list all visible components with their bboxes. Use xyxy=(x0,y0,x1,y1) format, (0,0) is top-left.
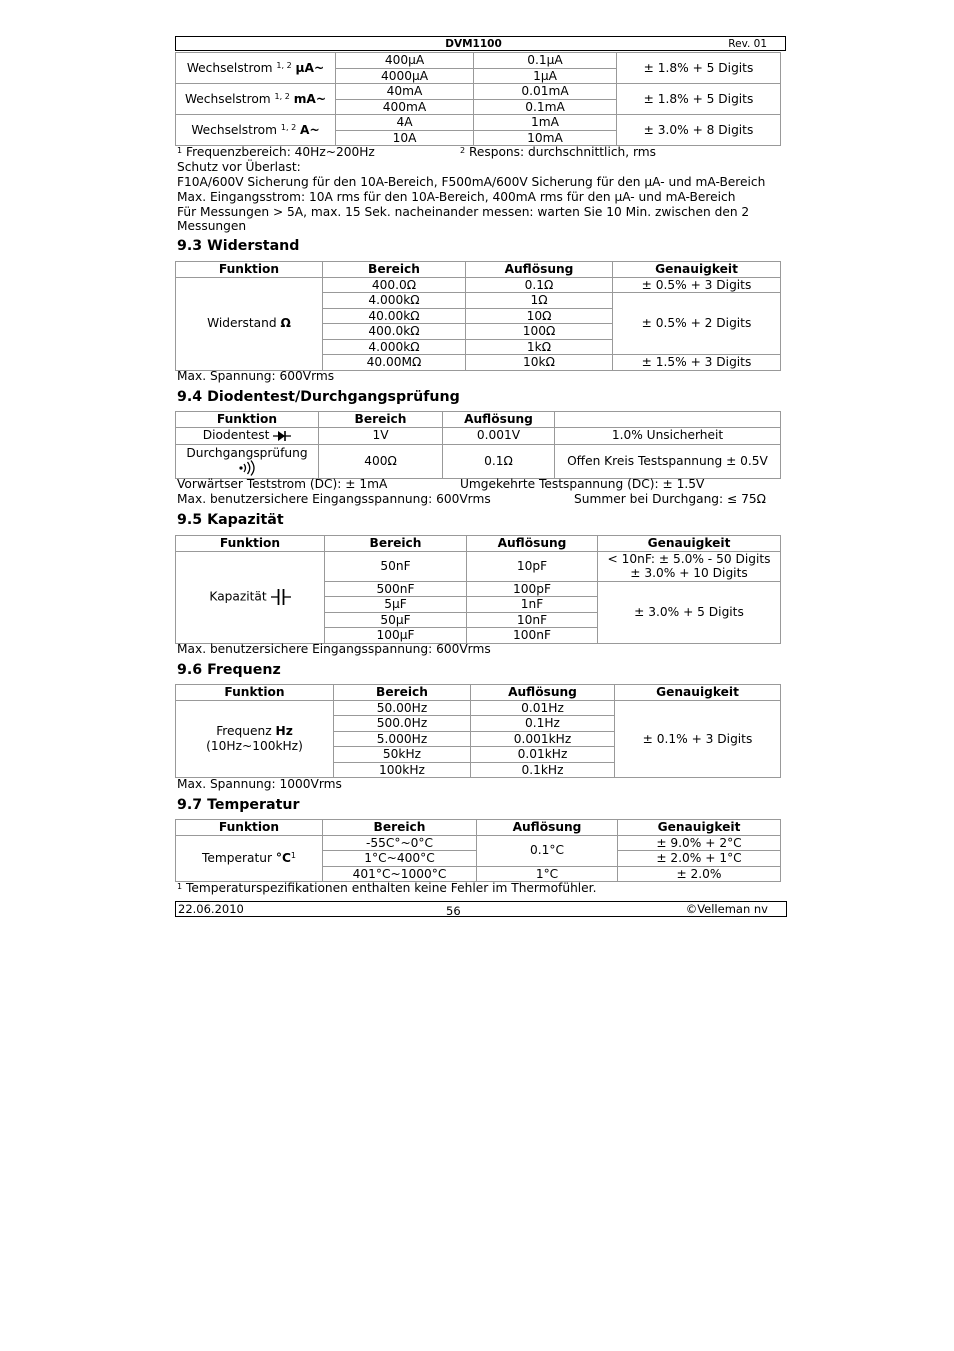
section-title: 9.5 Kapazität xyxy=(177,512,284,528)
resolution-cell: 0.1°C xyxy=(477,835,618,866)
table-row xyxy=(176,427,781,444)
footer-copyright: ©Velleman nv xyxy=(685,902,768,916)
footnote-temperature: $^1$ Temperaturspezifikationen enthalten keine Fehler im Thermofühler. xyxy=(177,881,597,895)
resolution-cell: 0.1kHz xyxy=(471,762,615,778)
temperature-table xyxy=(175,819,781,882)
resolution-cell: 1mA xyxy=(474,115,617,131)
range-cell: 400µA xyxy=(336,53,474,69)
function-cell: Widerstand Ω xyxy=(176,277,323,370)
page-header xyxy=(175,36,786,51)
column-header: Genauigkeit xyxy=(615,685,781,701)
accuracy-cell: ± 2.0% + 1°C xyxy=(618,851,781,867)
resolution-cell: 0.1Ω xyxy=(466,277,613,293)
range-cell: 50µF xyxy=(325,612,467,628)
column-header: Auflösung xyxy=(443,412,555,428)
function-cell: Frequenz Hz (10Hz~100kHz) xyxy=(176,700,334,778)
section-title: 9.7 Temperatur xyxy=(177,797,300,813)
function-cell: Temperatur $^\circ C^1$ xyxy=(176,835,323,882)
resolution-cell: 1°C xyxy=(477,866,618,882)
resolution-cell: 0.1µA xyxy=(474,53,617,69)
column-header: Funktion xyxy=(176,412,319,428)
column-header: Auflösung xyxy=(466,262,613,278)
range-cell: 4.000kΩ xyxy=(323,339,466,355)
resolution-cell: 0.001V xyxy=(443,427,555,444)
range-cell: 5µF xyxy=(325,597,467,613)
range-cell: 40mA xyxy=(336,84,474,100)
resolution-cell: 0.1mA xyxy=(474,99,617,115)
range-cell: 40.00kΩ xyxy=(323,308,466,324)
table-row xyxy=(176,115,781,131)
function-cell: Wechselstrom $^{1, 2}$ mA~ xyxy=(176,84,336,115)
function-cell: Diodentest xyxy=(176,427,319,444)
range-cell: 400.0kΩ xyxy=(323,324,466,340)
note-line: Max. Spannung: 600Vrms xyxy=(177,369,335,383)
range-cell: -55C°~0°C xyxy=(323,835,477,851)
range-cell: 1°C~400°C xyxy=(323,851,477,867)
table-row xyxy=(176,277,781,293)
range-cell: 50.00Hz xyxy=(334,700,471,716)
capacitance-table xyxy=(175,535,781,644)
resolution-cell: 10pF xyxy=(467,551,598,581)
column-header: Bereich xyxy=(325,536,467,552)
table-row xyxy=(176,53,781,69)
resolution-cell: 10Ω xyxy=(466,308,613,324)
range-cell: 400mA xyxy=(336,99,474,115)
accuracy-cell: 1.0% Unsicherheit xyxy=(555,427,781,444)
resolution-cell: 100Ω xyxy=(466,324,613,340)
resolution-cell: 0.1Ω xyxy=(443,444,555,478)
continuity-buzzer-icon xyxy=(237,460,257,476)
column-header: Genauigkeit xyxy=(598,536,781,552)
column-header: Auflösung xyxy=(471,685,615,701)
range-cell: 500nF xyxy=(325,581,467,597)
range-cell: 50kHz xyxy=(334,747,471,763)
note-line: Für Messungen > 5A, max. 15 Sek. nacheinander messen: warten Sie 10 Min. zwischen den 2 xyxy=(177,205,750,219)
range-cell: 40.00MΩ xyxy=(323,355,466,371)
accuracy-cell: ± 1.5% + 3 Digits xyxy=(613,355,781,371)
range-cell: 4000µA xyxy=(336,68,474,84)
column-header: Genauigkeit xyxy=(613,262,781,278)
accuracy-cell: ± 9.0% + 2°C xyxy=(618,835,781,851)
diode-table xyxy=(175,411,781,479)
table-row xyxy=(176,700,781,716)
resolution-cell: 1nF xyxy=(467,597,598,613)
accuracy-cell: ± 3.0% + 8 Digits xyxy=(617,115,781,146)
accuracy-cell: ± 0.5% + 3 Digits xyxy=(613,277,781,293)
range-cell: 4.000kΩ xyxy=(323,293,466,309)
column-header: Bereich xyxy=(319,412,443,428)
function-cell: Wechselstrom $^{1, 2}$ µA~ xyxy=(176,53,336,84)
footnote-frequency: $^1$ Frequenzbereich: 40Hz~200Hz xyxy=(177,145,375,159)
header-title: DVM1100 xyxy=(445,38,502,50)
column-header: Bereich xyxy=(323,262,466,278)
column-header: Funktion xyxy=(176,685,334,701)
resolution-cell: 10kΩ xyxy=(466,355,613,371)
table-header-row xyxy=(176,685,781,701)
note-line: Messungen xyxy=(177,219,247,233)
frequency-table xyxy=(175,684,781,778)
column-header: Funktion xyxy=(176,262,323,278)
note-line: Umgekehrte Testspannung (DC): ± 1.5V xyxy=(460,477,705,491)
table-row xyxy=(176,84,781,100)
range-cell: 401°C~1000°C xyxy=(323,866,477,882)
accuracy-cell: ± 0.1% + 3 Digits xyxy=(615,700,781,778)
note-line: Summer bei Durchgang: ≤ 75Ω xyxy=(574,492,766,506)
accuracy-cell: < 10nF: ± 5.0% - 50 Digits ± 3.0% + 10 Digits xyxy=(598,551,781,581)
page-footer xyxy=(175,901,787,917)
range-cell: 50nF xyxy=(325,551,467,581)
footer-date: 22.06.2010 xyxy=(178,902,244,916)
table-row xyxy=(176,444,781,478)
function-cell: Wechselstrom $^{1, 2}$ A~ xyxy=(176,115,336,146)
current-table xyxy=(175,52,781,146)
table-row xyxy=(176,835,781,851)
note-line: Schutz vor Überlast: xyxy=(177,160,301,174)
column-header: Bereich xyxy=(334,685,471,701)
range-cell: 10A xyxy=(336,130,474,146)
accuracy-cell: ± 1.8% + 5 Digits xyxy=(617,53,781,84)
accuracy-cell: ± 2.0% xyxy=(618,866,781,882)
range-cell: 4A xyxy=(336,115,474,131)
accuracy-cell: ± 1.8% + 5 Digits xyxy=(617,84,781,115)
resolution-cell: 1µA xyxy=(474,68,617,84)
function-cell: Kapazität xyxy=(176,551,325,643)
range-cell: 400Ω xyxy=(319,444,443,478)
resolution-cell: 10nF xyxy=(467,612,598,628)
range-cell: 400.0Ω xyxy=(323,277,466,293)
diode-icon xyxy=(273,430,291,442)
resolution-cell: 100nF xyxy=(467,628,598,644)
accuracy-cell: ± 3.0% + 5 Digits xyxy=(598,581,781,643)
note-line: Vorwärtser Teststrom (DC): ± 1mA xyxy=(177,477,388,491)
range-cell: 500.0Hz xyxy=(334,716,471,732)
note-line: Max. benutzersichere Eingangsspannung: 600Vrms xyxy=(177,492,491,506)
resistance-table xyxy=(175,261,781,371)
column-header: Funktion xyxy=(176,820,323,836)
resolution-cell: 100pF xyxy=(467,581,598,597)
column-header: Auflösung xyxy=(467,536,598,552)
resolution-cell: 10mA xyxy=(474,130,617,146)
page-number: 56 xyxy=(446,904,461,918)
note-line: Max. Spannung: 1000Vrms xyxy=(177,777,342,791)
resolution-cell: 0.1Hz xyxy=(471,716,615,732)
column-header: Funktion xyxy=(176,536,325,552)
resolution-cell: 0.01mA xyxy=(474,84,617,100)
resolution-cell: 1kΩ xyxy=(466,339,613,355)
accuracy-cell: Offen Kreis Testspannung ± 0.5V xyxy=(555,444,781,478)
column-header xyxy=(555,412,781,428)
column-header: Genauigkeit xyxy=(618,820,781,836)
section-title: 9.3 Widerstand xyxy=(177,238,300,254)
function-label: Durchgangsprüfung xyxy=(186,445,308,460)
resolution-cell: 1Ω xyxy=(466,293,613,309)
note-line: Max. benutzersichere Eingangsspannung: 600Vrms xyxy=(177,642,491,656)
range-cell: 5.000Hz xyxy=(334,731,471,747)
section-title: 9.4 Diodentest/Durchgangsprüfung xyxy=(177,389,460,405)
header-rev: Rev. 01 xyxy=(728,38,767,50)
column-header: Bereich xyxy=(323,820,477,836)
function-cell xyxy=(176,444,319,478)
table-header-row xyxy=(176,412,781,428)
note-line: Max. Eingangsstrom: 10A rms für den 10A-Bereich, 400mA rms für den µA- und mA-Bereich xyxy=(177,190,736,204)
table-row xyxy=(176,551,781,581)
range-cell: 1V xyxy=(319,427,443,444)
column-header: Auflösung xyxy=(477,820,618,836)
resolution-cell: 0.01kHz xyxy=(471,747,615,763)
capacitor-icon xyxy=(271,587,291,607)
accuracy-cell: ± 0.5% + 2 Digits xyxy=(613,293,781,355)
resolution-cell: 0.01Hz xyxy=(471,700,615,716)
range-cell: 100kHz xyxy=(334,762,471,778)
section-title: 9.6 Frequenz xyxy=(177,662,281,678)
range-cell: 100µF xyxy=(325,628,467,644)
note-line: F10A/600V Sicherung für den 10A-Bereich, F500mA/600V Sicherung für den µA- und mA-Bereich xyxy=(177,175,766,189)
table-header-row xyxy=(176,262,781,278)
resolution-cell: 0.001kHz xyxy=(471,731,615,747)
footnote-response: $^2$ Respons: durchschnittlich, rms xyxy=(460,145,657,159)
table-header-row xyxy=(176,536,781,552)
table-header-row xyxy=(176,820,781,836)
